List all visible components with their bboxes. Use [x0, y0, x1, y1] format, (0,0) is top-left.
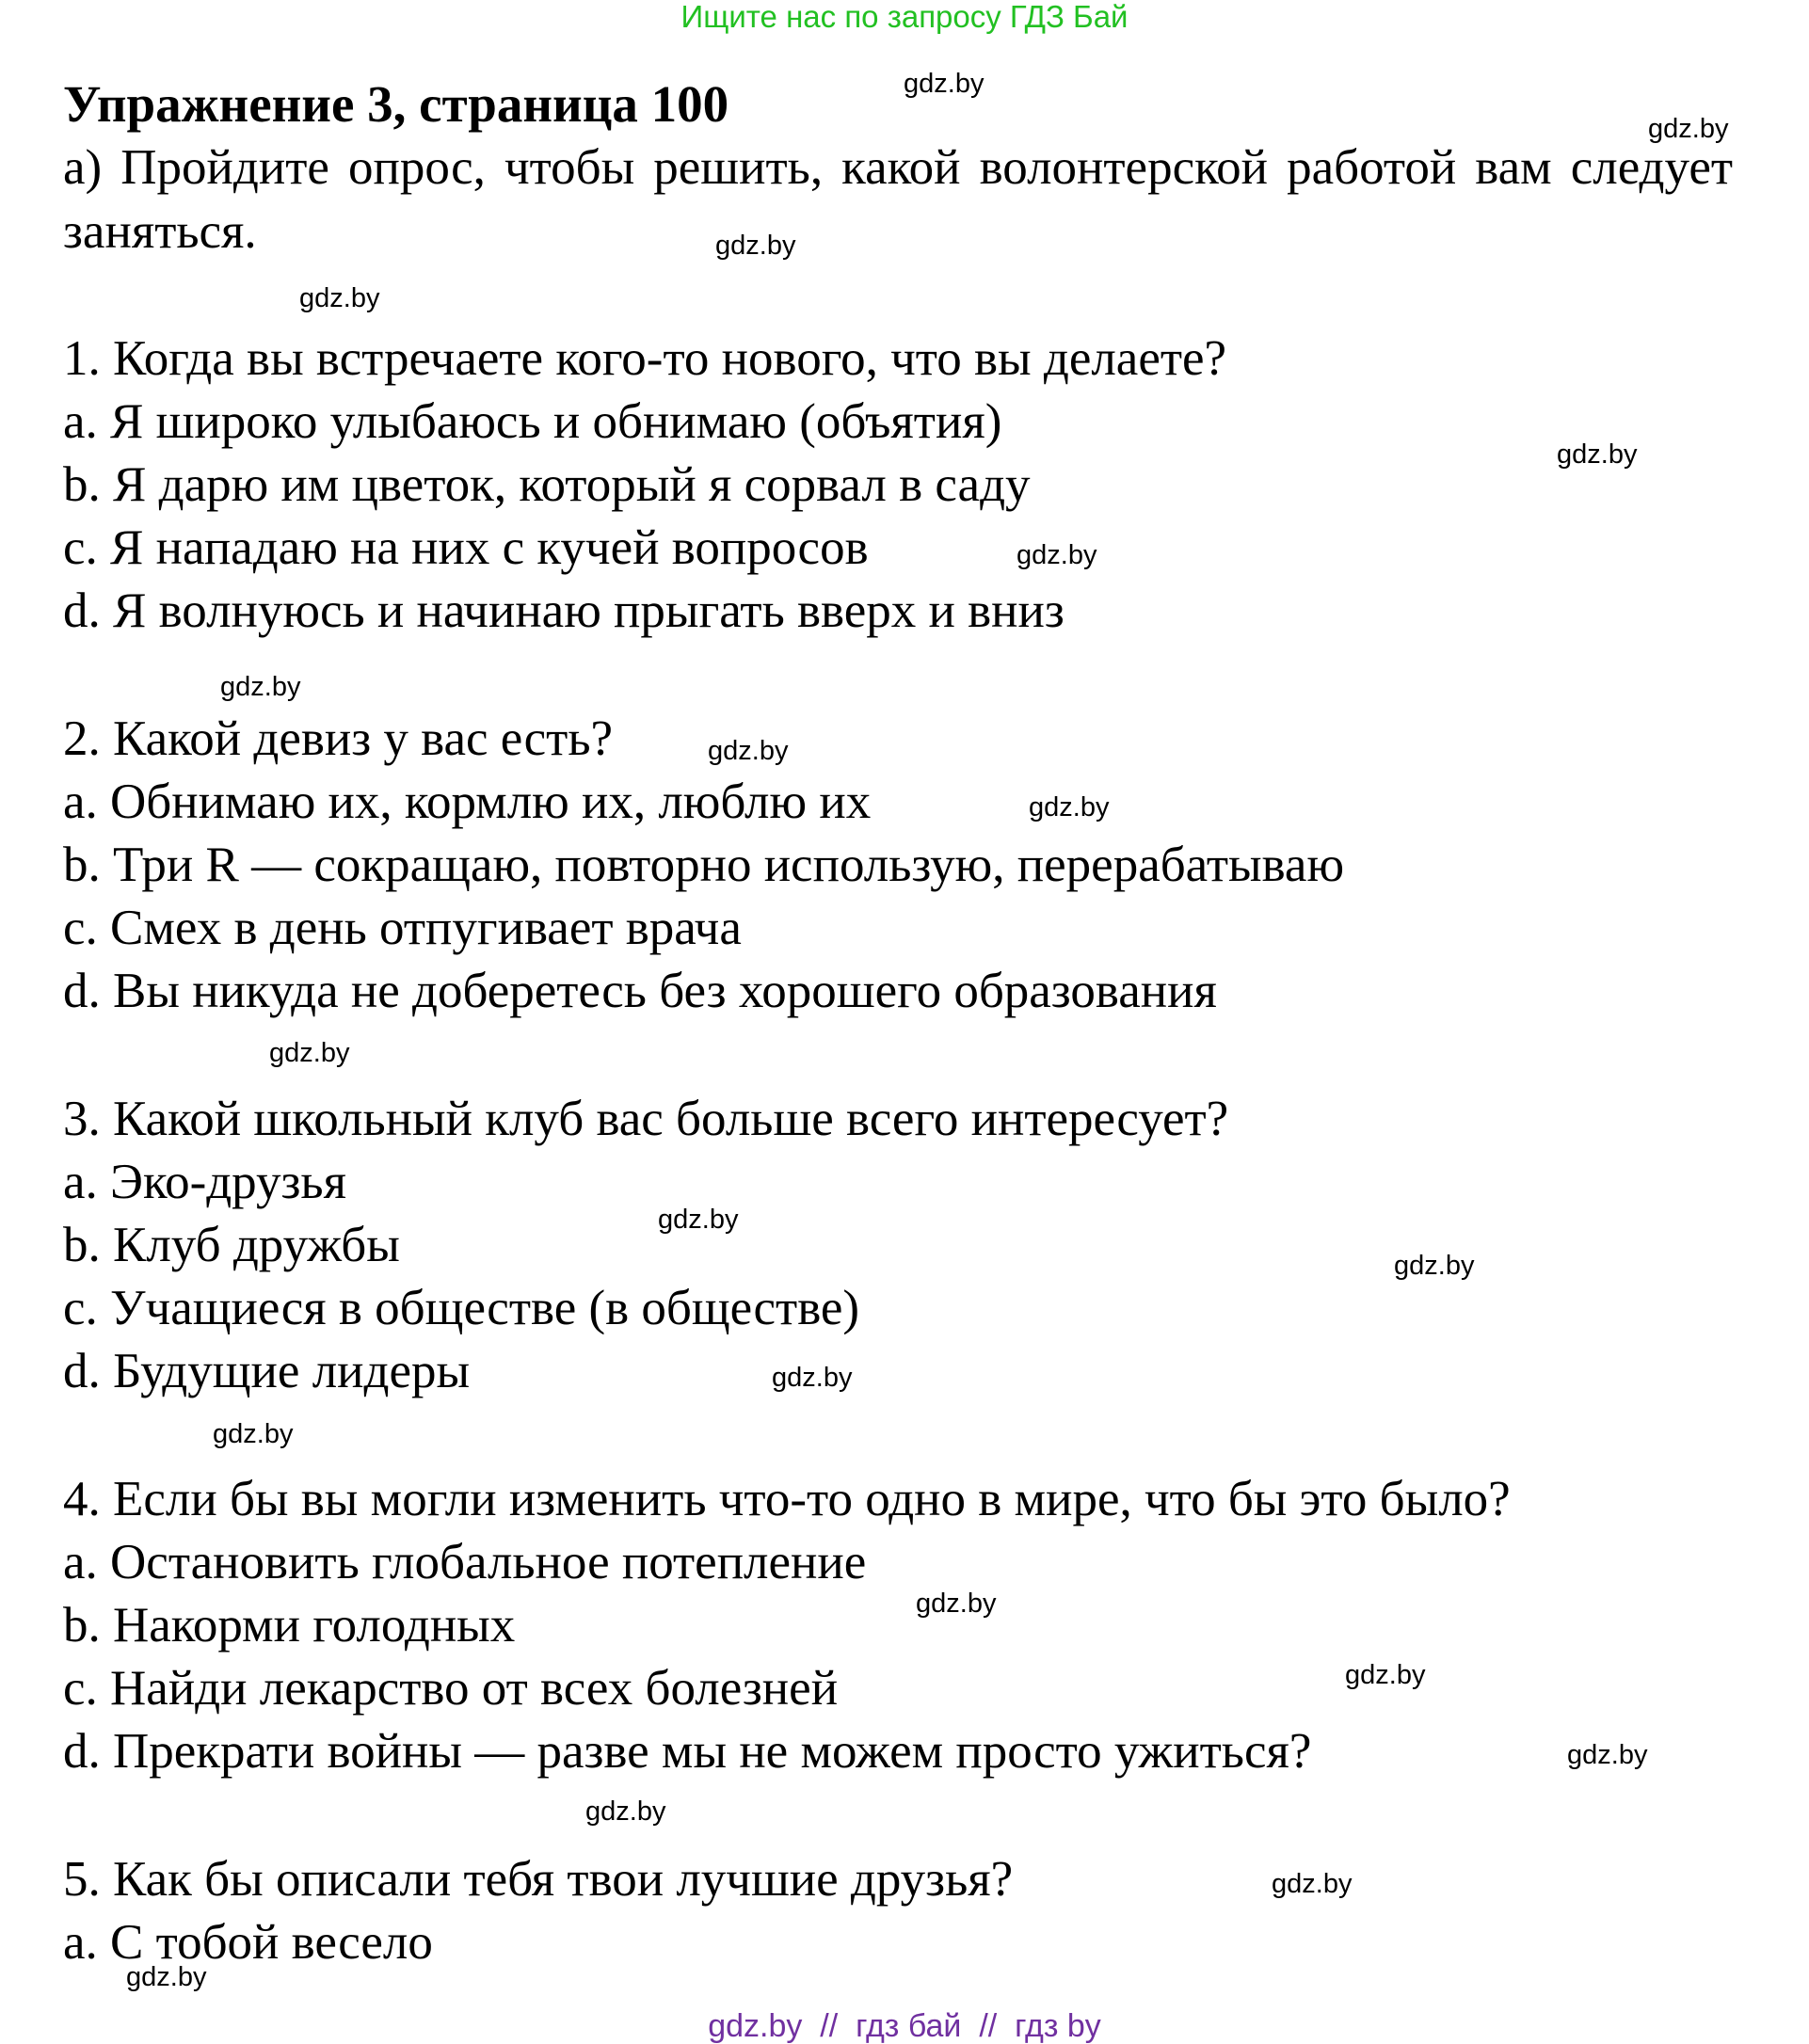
question-3-option-d: d. Будущие лидеры — [63, 1344, 471, 1398]
question-2-option-d: d. Вы никуда не доберетесь без хорошего образования — [63, 964, 1217, 1018]
exercise-heading: Упражнение 3, страница 100 — [63, 75, 729, 133]
question-1: 1. Когда вы встречаете кого-то нового, что вы делаете? — [63, 331, 1227, 386]
watermark: gdz.by — [715, 231, 796, 261]
watermark: gdz.by — [658, 1205, 739, 1235]
watermark: gdz.by — [269, 1038, 350, 1068]
question-4-option-c: c. Найди лекарство от всех болезней — [63, 1661, 839, 1716]
watermark: gdz.by — [1345, 1660, 1426, 1690]
question-2-option-b: b. Три R — сокращаю, повторно использую, перерабатываю — [63, 838, 1345, 892]
watermark: gdz.by — [126, 1962, 207, 1992]
question-1-option-b: b. Я дарю им цветок, который я сорвал в саду — [63, 457, 1031, 512]
watermark: gdz.by — [585, 1796, 666, 1827]
question-3-option-b: b. Клуб дружбы — [63, 1218, 400, 1272]
watermark: gdz.by — [708, 736, 789, 766]
watermark: gdz.by — [1567, 1740, 1648, 1770]
question-3-option-a: a. Эко-друзья — [63, 1155, 346, 1209]
question-3-option-c: c. Учащиеся в обществе (в обществе) — [63, 1281, 860, 1335]
watermark: gdz.by — [1017, 540, 1097, 570]
watermark: gdz.by — [213, 1419, 294, 1449]
watermark: gdz.by — [1648, 114, 1729, 144]
question-1-option-d: d. Я волнуюсь и начинаю прыгать вверх и вниз — [63, 583, 1065, 638]
question-4-option-b: b. Накорми голодных — [63, 1598, 516, 1653]
question-4-option-d: d. Прекрати войны — разве мы не можем просто ужиться? — [63, 1724, 1312, 1779]
question-4-option-a: a. Остановить глобальное потепление — [63, 1535, 867, 1589]
top-banner[interactable]: Ищите нас по запросу ГДЗ Бай — [680, 0, 1129, 34]
watermark: gdz.by — [1394, 1251, 1475, 1281]
question-1-option-a: a. Я широко улыбаюсь и обнимаю (объятия) — [63, 394, 1002, 449]
question-2-option-a: a. Обнимаю их, кормлю их, люблю их — [63, 774, 872, 829]
watermark: gdz.by — [772, 1363, 853, 1393]
question-2-option-c: c. Смех в день отпугивает врача — [63, 901, 742, 955]
watermark: gdz.by — [299, 283, 380, 313]
watermark: gdz.by — [1029, 792, 1110, 822]
question-4: 4. Если бы вы могли изменить что-то одно в мире, что бы это было? — [63, 1472, 1511, 1526]
watermark: gdz.by — [916, 1589, 997, 1619]
watermark: gdz.by — [220, 672, 301, 702]
question-1-option-c: c. Я нападаю на них с кучей вопросов — [63, 520, 869, 575]
question-5: 5. Как бы описали тебя твои лучшие друзья? — [63, 1852, 1014, 1907]
question-3: 3. Какой школьный клуб вас больше всего интересует? — [63, 1092, 1229, 1146]
watermark: gdz.by — [1557, 439, 1638, 470]
watermark: gdz.by — [1272, 1869, 1353, 1899]
question-2: 2. Какой девиз у вас есть? — [63, 711, 614, 766]
watermark: gdz.by — [904, 69, 985, 99]
footer-links[interactable]: gdz.by // гдз бай // гдз by — [708, 2008, 1101, 2044]
question-5-option-a: a. С тобой весело — [63, 1915, 433, 1970]
exercise-instruction: a) Пройдите опрос, чтобы решить, какой волонтерской работой вам следует заняться. — [63, 140, 1733, 259]
